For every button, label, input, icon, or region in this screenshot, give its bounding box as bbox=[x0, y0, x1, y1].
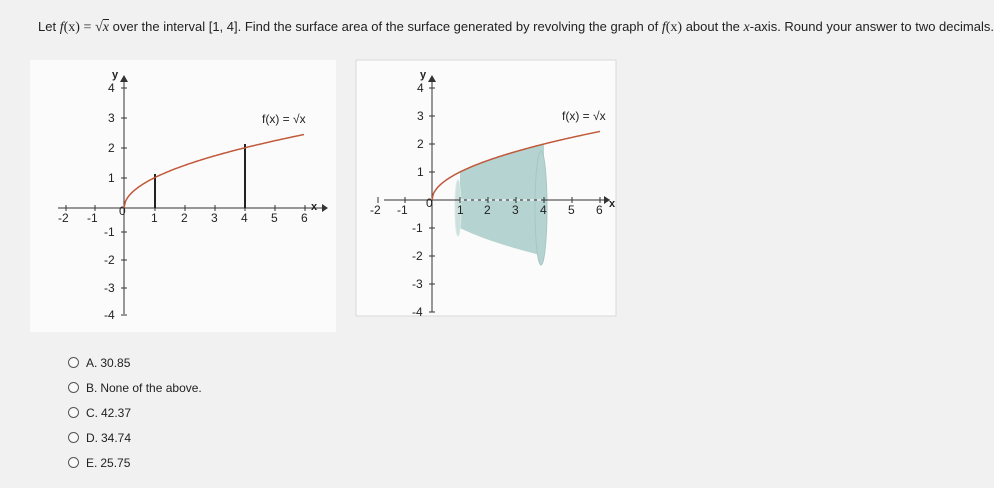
left-y-axis-label: y bbox=[112, 69, 119, 81]
choice-letter: B. bbox=[86, 380, 98, 395]
right-y-tick-label: 2 bbox=[417, 137, 424, 151]
answer-choices bbox=[68, 350, 202, 475]
question-tail: -axis. Round your answer to two decimals. bbox=[749, 19, 994, 34]
right-y-tick-label: 1 bbox=[417, 165, 424, 179]
left-y-tick-label: -2 bbox=[104, 253, 115, 267]
left-graph-panel bbox=[30, 60, 336, 332]
choice-value: 42.37 bbox=[101, 405, 132, 420]
function-variable: (x) bbox=[63, 20, 80, 35]
right-y-tick-label: 3 bbox=[417, 109, 424, 123]
choice-value: 30.85 bbox=[100, 355, 131, 370]
right-x-tick-label: 6 bbox=[596, 203, 603, 217]
radio-button[interactable] bbox=[68, 357, 79, 368]
choice-c[interactable] bbox=[68, 400, 202, 425]
left-x-axis-label: x bbox=[311, 201, 318, 213]
left-x-tick-label: 5 bbox=[271, 211, 278, 225]
sqrt-argument: x bbox=[102, 20, 109, 35]
right-x-tick-label: 0 bbox=[426, 196, 433, 210]
left-y-tick-label: -3 bbox=[104, 281, 115, 295]
choice-letter: A. bbox=[86, 355, 98, 370]
right-x-axis-label: x bbox=[609, 198, 616, 210]
choice-letter: E. bbox=[86, 455, 98, 470]
right-y-axis-label: y bbox=[420, 69, 427, 81]
right-y-tick-label: -1 bbox=[412, 221, 423, 235]
right-x-tick-label: 1 bbox=[457, 203, 464, 217]
left-x-tick-label: 6 bbox=[301, 211, 308, 225]
figure bbox=[0, 60, 660, 332]
choice-e[interactable] bbox=[68, 450, 202, 475]
radio-button[interactable] bbox=[68, 457, 79, 468]
left-y-tick-label: 1 bbox=[108, 171, 115, 185]
left-x-tick-label: 3 bbox=[211, 211, 218, 225]
choice-b[interactable] bbox=[68, 375, 202, 400]
left-x-tick-label: -1 bbox=[87, 211, 98, 225]
question-lead: Let bbox=[38, 19, 57, 34]
right-y-tick-label: -4 bbox=[412, 305, 423, 319]
radio-button[interactable] bbox=[68, 407, 79, 418]
right-x-tick-label: 5 bbox=[568, 203, 575, 217]
question-about: about the bbox=[685, 19, 740, 34]
sqrt-symbol: √ bbox=[95, 20, 103, 35]
left-y-tick-label: -1 bbox=[104, 225, 115, 239]
right-x-tick-label: -1 bbox=[397, 203, 408, 217]
radio-button[interactable] bbox=[68, 382, 79, 393]
figure-svg bbox=[0, 60, 660, 332]
left-x-tick-label: 2 bbox=[181, 211, 188, 225]
choice-letter: C. bbox=[86, 405, 98, 420]
choice-value: 25.75 bbox=[100, 455, 131, 470]
left-y-tick-label: 3 bbox=[108, 111, 115, 125]
left-y-tick-label: 2 bbox=[108, 141, 115, 155]
function-ref-name: f bbox=[661, 20, 666, 35]
choice-d[interactable] bbox=[68, 425, 202, 450]
right-x-tick-label: 3 bbox=[512, 203, 519, 217]
right-x-tick-label: 4 bbox=[540, 203, 547, 217]
function-ref-variable: (x) bbox=[665, 20, 683, 35]
right-x-tick-label: -2 bbox=[370, 203, 381, 217]
function-name: f bbox=[59, 20, 64, 35]
question-middle: over the interval [1, 4]. Find the surface area of the surface generated by revolving the graph of bbox=[112, 19, 659, 34]
left-x-tick-label: -2 bbox=[58, 211, 69, 225]
right-y-tick-label: -3 bbox=[412, 277, 423, 291]
left-x-tick-label: 1 bbox=[151, 211, 158, 225]
radio-button[interactable] bbox=[68, 432, 79, 443]
choice-value: None of the above. bbox=[100, 380, 202, 395]
right-x-tick-label: 2 bbox=[484, 203, 491, 217]
question-text bbox=[38, 18, 994, 37]
equals-sign: = bbox=[83, 20, 92, 35]
right-y-tick-label: 4 bbox=[417, 81, 424, 95]
choice-value: 34.74 bbox=[101, 430, 132, 445]
left-x-tick-label: 0 bbox=[119, 204, 126, 218]
left-y-tick-label: -4 bbox=[104, 308, 115, 322]
right-function-label: f(x) = √x bbox=[562, 109, 606, 123]
left-x-tick-label: 4 bbox=[241, 211, 248, 225]
left-function-label: f(x) = √x bbox=[262, 112, 306, 126]
axis-variable: x bbox=[743, 20, 750, 35]
choice-letter: D. bbox=[86, 430, 98, 445]
left-y-tick-label: 4 bbox=[108, 81, 115, 95]
choice-a[interactable] bbox=[68, 350, 202, 375]
right-y-tick-label: -2 bbox=[412, 249, 423, 263]
